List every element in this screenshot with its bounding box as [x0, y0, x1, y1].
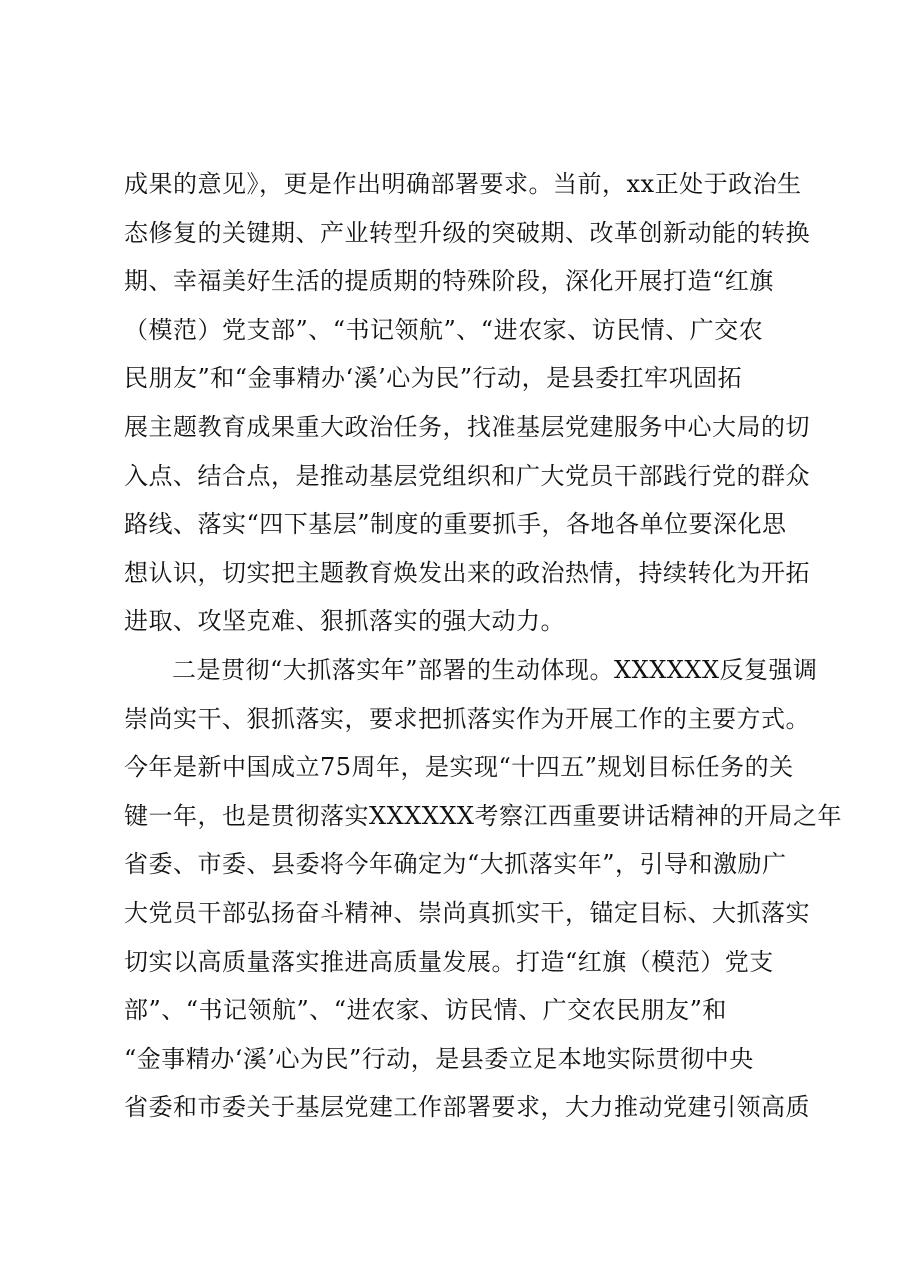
text-line: 路线、落实“四下基层”制度的重要抓手，各地各单位要深化思: [124, 510, 787, 539]
text-line: 崇尚实干、狠抓落实，要求把抓落实作为开展工作的主要方式。: [124, 704, 810, 733]
text-line: 省委、市委、县委将今年确定为“大抓落实年”，引导和激励广: [124, 850, 787, 879]
text-line: 成果的意见》，更是作出明确部署要求。当前，xx正处于政治生: [124, 170, 802, 198]
text-line: 期、幸福美好生活的提质期的特殊阶段，深化开展打造“红旗: [124, 267, 774, 296]
text-line: 态修复的关键期、产业转型升级的突破期、改革创新动能的转换: [124, 218, 810, 247]
text-line: “金事精办‘溪’心为民”行动，是县委立足本地实际贯彻中央: [124, 1044, 754, 1073]
body-text: [124, 160, 843, 1132]
paragraph-start-line: 二是贯彻“大抓落实年”部署的生动体现。XXXXXX反复强调: [172, 655, 818, 684]
text-line: 今年是新中国成立75周年，是实现“十四五”规划目标任务的关: [124, 753, 794, 782]
text-line: 进取、攻坚克难、狠抓落实的强大动力。: [124, 607, 565, 636]
text-line: （模范）党支部”、“书记领航”、“进农家、访民情、广交农: [124, 315, 764, 344]
text-line: 键一年，也是贯彻落实XXXXXX考察江西重要讲话精神的开局之年: [124, 801, 843, 830]
text-line: 民朋友”和“金事精办‘溪’心为民”行动，是县委扛牢巩固拓: [124, 364, 743, 393]
text-line: 切实以高质量落实推进高质量发展。打造“红旗（模范）党支: [124, 947, 774, 976]
text-line: 部”、“书记领航”、“进农家、访民情、广交农民朋友”和: [124, 996, 727, 1025]
text-line: 展主题教育成果重大政治任务，找准基层党建服务中心大局的切: [124, 412, 810, 441]
text-line: 省委和市委关于基层党建工作部署要求，大力推动党建引领高质: [124, 1093, 810, 1122]
text-line: 大党员干部弘扬奋斗精神、崇尚真抓实干，锚定目标、大抓落实: [124, 898, 810, 927]
text-line: 想认识，切实把主题教育焕发出来的政治热情，持续转化为开拓: [124, 558, 810, 587]
text-line: 入点、结合点，是推动基层党组织和广大党员干部践行党的群众: [124, 461, 810, 490]
